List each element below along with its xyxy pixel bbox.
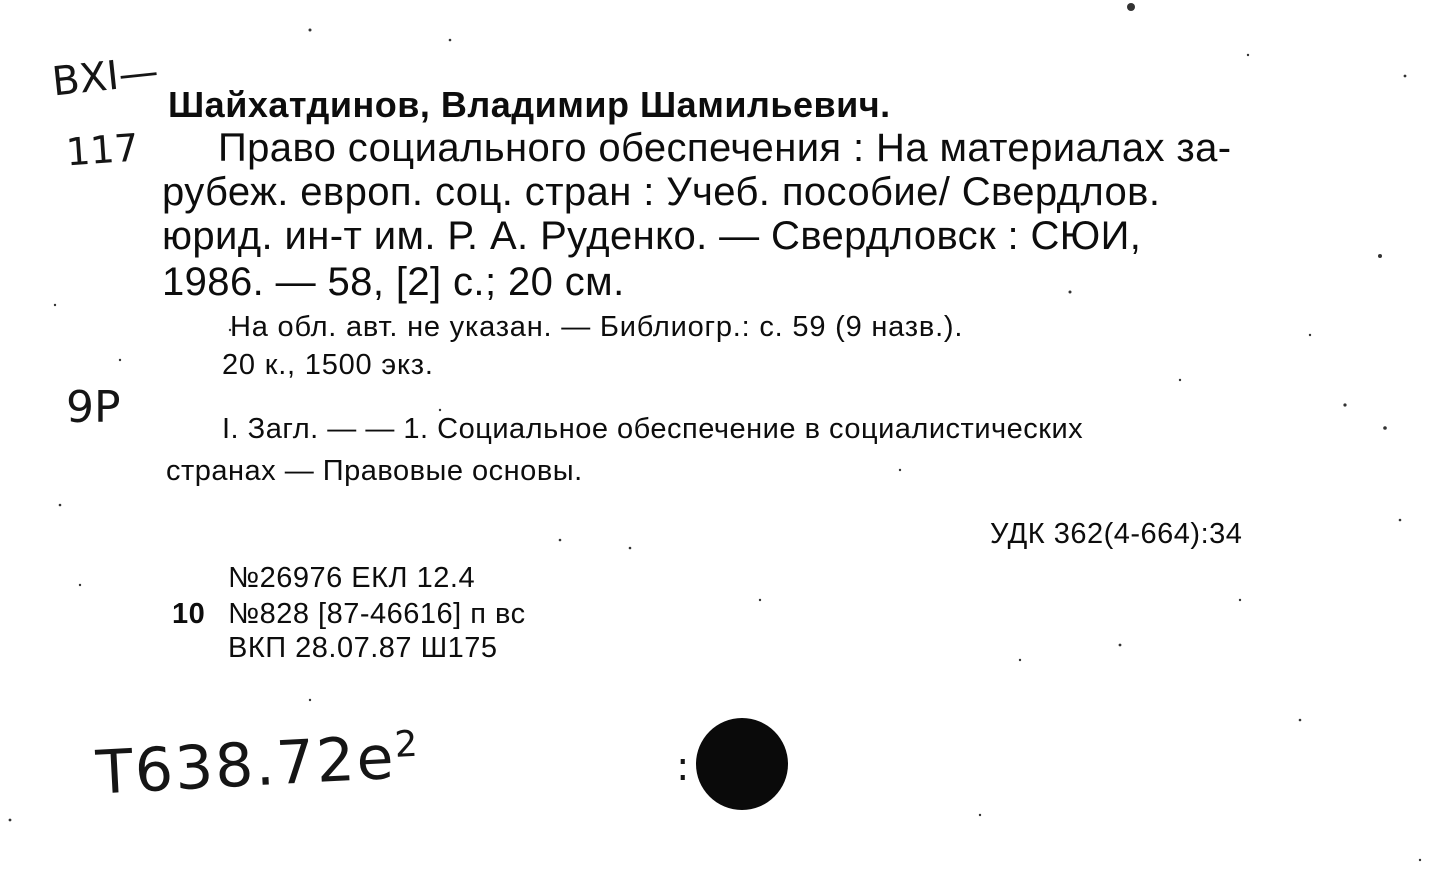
handwritten-corner-mark: ВХІ— xyxy=(49,48,161,106)
shelfmark-superscript: 2 xyxy=(393,723,421,766)
handwritten-side-mark: 9Р xyxy=(66,382,121,433)
title-line-3: юрид. ин-т им. Р. А. Руденко. — Свердловск : СЮИ, xyxy=(162,214,1142,258)
tracing-line-1: I. Загл. — — 1. Социальное обеспечение в социалистических xyxy=(222,413,1084,445)
title-line-2: рубеж. европ. соц. стран : Учеб. пособие/ Свердлов. xyxy=(162,170,1161,214)
registry-line-1: №26976 ЕКЛ 12.4 xyxy=(228,562,476,594)
punch-hole xyxy=(696,718,788,810)
udc-code: УДК 362(4-664):34 xyxy=(990,518,1243,550)
tracing-line-2: странах — Правовые основы. xyxy=(166,455,583,487)
title-line-1: Право социального обеспечения : На материалах за- xyxy=(218,126,1232,170)
handwritten-corner-number: 117 xyxy=(64,125,140,175)
registry-line-2-prefix: 10 xyxy=(172,598,206,630)
title-line-4: 1986. — 58, [2] с.; 20 см. xyxy=(162,260,625,304)
registry-line-3: ВКП 28.07.87 Ш175 xyxy=(228,632,498,664)
note-line-2: 20 к., 1500 экз. xyxy=(222,349,434,381)
author-heading: Шайхатдинов, Владимир Шамильевич. xyxy=(168,84,891,125)
registry-line-2: №828 [87-46616] п вс xyxy=(228,598,526,630)
shelfmark-text: Т638.72е xyxy=(94,722,398,809)
note-line-1: На обл. авт. не указан. — Библиогр.: с. 59 (9 назв.). xyxy=(230,311,964,343)
punch-hole-colon: : xyxy=(676,744,690,790)
